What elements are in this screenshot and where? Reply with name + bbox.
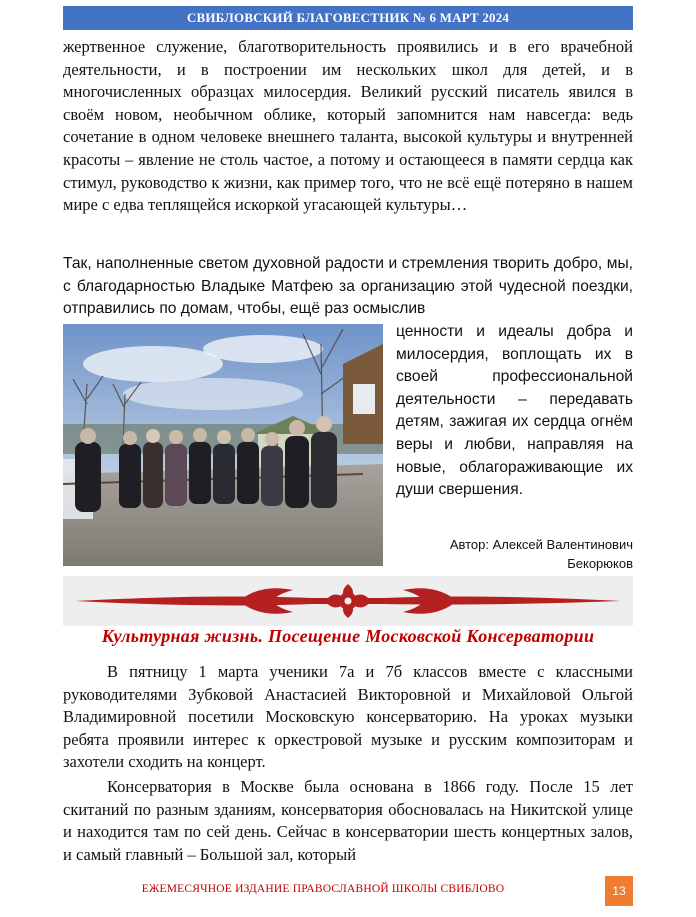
article-paragraph-1: жертвенное служение, благотворительность проявились и в его врачебной деятельности, и в построении им нескольких школ для детей, и в многочисленных образцах милосердия. Великий русский писатель явился в своём новом, необычном облике, который запомнится нам навсегда: ведь сочетание в одном человеке внешнего таланта, высокой культуры и внутренней красоты – явление не столь частое, а потому и остающееся в памяти сердца как стимул, руководство к жизни, как пример того, что не всё ещё потеряно в нашем мире с едва теплящейся искоркой угасающей культуры… [63, 37, 633, 215]
footer-publication: ЕЖЕМЕСЯЧНОЕ ИЗДАНИЕ ПРАВОСЛАВНОЙ ШКОЛЫ СВИБЛОВО [141, 883, 505, 895]
side-text-end: свершения. [438, 481, 524, 499]
concert-paragraph-2: Консерватория в Москве была основана в 1866 году. После 15 лет скитаний по разным зданиям, консерватория обосновалась на Никитской улице и находится там по сей день. Сейчас в консерватории шесть концертных залов, и самый главный – Большой зал, который [63, 777, 633, 864]
article-side-text [396, 321, 633, 502]
article-paragraph-2: Так, наполненные светом духовной радости и стремления творить добро, мы, с благодарностью Владыке Матфею за организацию этой чудесной поездки, отправились по домам, чтобы, ещё раз осмыслив [63, 255, 633, 318]
author-signature [396, 535, 633, 573]
author-line-2: Бекорюков [567, 556, 633, 571]
ornament-flourish-icon [63, 576, 633, 626]
ornament-divider [63, 576, 633, 626]
section-title: Культурная жизнь. Посещение Московской Консерватории [101, 626, 595, 646]
page-number: 13 [612, 884, 626, 898]
group-photo-illustration [63, 324, 383, 566]
group-photo [63, 324, 383, 566]
page-number-badge [605, 876, 633, 906]
page-header [63, 6, 633, 30]
header-title: СВИБЛОВСКИЙ БЛАГОВЕСТНИК № 6 МАРТ 2024 [186, 10, 510, 25]
concert-paragraph-1: В пятницу 1 марта ученики 7а и 7б классов вместе с классными руководителями Зубковой Анастасией Викторовной и Михайловой Ольгой Владимировной посетили Московскую консерваторию. На уроках музыки ребята проявили интерес к оркестровой музыке и русским композиторам и захотели сходить на концерт. [63, 662, 633, 772]
side-text-body: ценности и идеалы добра и милосердия, воплощать их в своей профессиональной деятельности – передавать детям, зажигая их сердца огнём веры и любви, направляя на новые, облагораживающие их души [396, 323, 633, 499]
author-line-1: Автор: Алексей Валентинович [449, 537, 633, 552]
